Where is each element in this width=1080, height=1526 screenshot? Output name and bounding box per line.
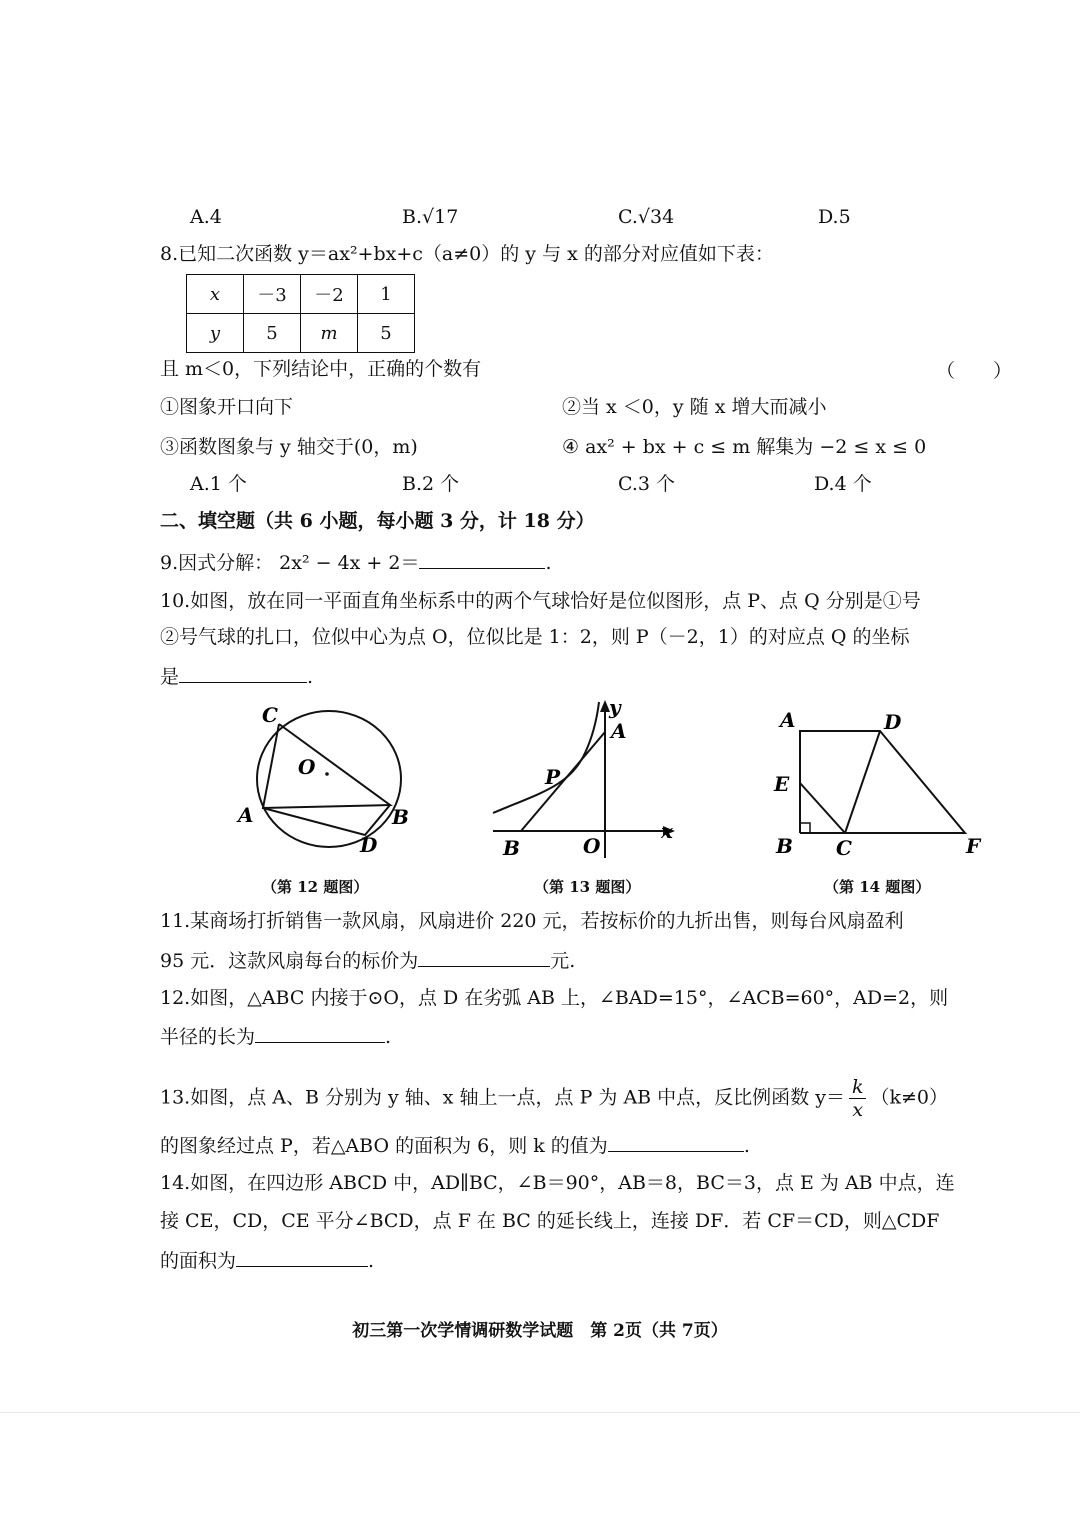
label-d: D	[884, 710, 902, 734]
table-cell: x	[187, 275, 244, 314]
label-a: A	[611, 719, 627, 743]
q8-statement-4: ④ ax² + bx + c ≤ m 解集为 −2 ≤ x ≤ 0	[562, 436, 927, 458]
q14-end: .	[368, 1250, 375, 1272]
answer-blank[interactable]	[236, 1246, 368, 1267]
figure-13-graph	[485, 698, 685, 863]
fraction-numerator: k	[849, 1076, 867, 1099]
label-b: B	[776, 834, 793, 858]
table-cell: y	[187, 314, 244, 353]
q13-fraction	[849, 1076, 867, 1121]
label-x: x	[661, 819, 673, 843]
caption-fig14: （第 14 题图）	[824, 878, 931, 896]
segment-ab	[521, 732, 605, 831]
right-angle-mark-b	[800, 823, 810, 833]
answer-blank[interactable]	[255, 1022, 385, 1043]
answer-blank[interactable]	[418, 946, 550, 967]
q13-line2-text: 的图象经过点 P，若△ABO 的面积为 6，则 k 的值为	[160, 1135, 608, 1157]
label-b: B	[503, 836, 520, 860]
q14-line1: 14.如图，在四边形 ABCD 中，AD∥BC，∠B＝90°，AB＝8，BC＝3，点 E 为 AB 中点，连	[160, 1172, 955, 1194]
table-row-y	[187, 314, 415, 353]
label-o: O	[583, 834, 601, 858]
q14-line3	[160, 1246, 1008, 1274]
caption-fig13: （第 13 题图）	[534, 878, 641, 896]
q8-statement-3: ③函数图象与 y 轴交于(0，m)	[160, 436, 418, 458]
q7-option-c: C.√34	[618, 206, 675, 228]
q13-line1	[160, 1076, 1008, 1121]
q13-line1a: 13.如图，点 A、B 分别为 y 轴、x 轴上一点，点 P 为 AB 中点，反比例函数 y＝	[160, 1086, 845, 1109]
q12-line1: 12.如图，△ABC 内接于⊙O，点 D 在劣弧 AB 上，∠BAD=15°，∠ACB=60°，AD=2，则	[160, 987, 949, 1009]
outline-abfd	[800, 731, 965, 833]
q11-end: 元.	[550, 950, 576, 972]
q8-value-table	[186, 274, 415, 353]
label-p: P	[545, 765, 561, 789]
q8-option-d: D.4 个	[814, 473, 872, 495]
fraction-denominator: x	[852, 1099, 864, 1121]
q9-end: .	[545, 552, 552, 574]
label-c: C	[836, 836, 852, 860]
label-y: y	[609, 698, 621, 719]
label-d: D	[360, 833, 378, 857]
q13-line2	[160, 1131, 1008, 1159]
label-a: A	[238, 803, 254, 827]
q11-line2-text: 95 元．这款风扇每台的标价为	[160, 950, 419, 972]
answer-blank[interactable]	[608, 1131, 744, 1152]
label-b: B	[392, 805, 409, 829]
figure-12-circle	[230, 700, 430, 865]
label-c: C	[262, 703, 278, 727]
answer-blank[interactable]	[179, 662, 307, 683]
q10-line1: 10.如图，放在同一平面直角坐标系中的两个气球恰好是位似图形，点 P、点 Q 分别是①号	[160, 590, 921, 612]
center-point-o	[325, 772, 329, 776]
table-cell: m	[301, 314, 358, 353]
q13-end: .	[743, 1135, 750, 1157]
q12-line2-text: 半径的长为	[160, 1026, 256, 1048]
caption-fig12: （第 12 题图）	[262, 878, 369, 896]
table-cell: 5	[358, 314, 415, 353]
q7-option-d: D.5	[818, 206, 851, 228]
q8-stem: 8.已知二次函数 y＝ax²+bx+c（a≠0）的 y 与 x 的部分对应值如下表：	[160, 243, 774, 265]
segment-ce	[800, 783, 845, 833]
table-row-x	[187, 275, 415, 314]
q14-line2: 接 CE，CD，CE 平分∠BCD，点 F 在 BC 的延长线上，连接 DF．若 CF＝CD，则△CDF	[160, 1210, 940, 1232]
figure-14-quadrilateral	[770, 705, 990, 865]
q7-option-a: A.4	[190, 206, 222, 228]
q7-option-b: B.√17	[402, 206, 459, 228]
q10-line3	[160, 662, 1008, 690]
q8-condition: 且 m＜0，下列结论中，正确的个数有	[160, 358, 482, 380]
table-cell: 5	[244, 314, 301, 353]
table-cell: －2	[301, 275, 358, 314]
label-e: E	[774, 772, 790, 796]
q8-answer-paren: （ ）	[936, 360, 1013, 382]
label-o: O	[298, 755, 316, 779]
page-edge-divider	[0, 1412, 1080, 1413]
q12-line2	[160, 1022, 1008, 1050]
segment-cd	[845, 731, 880, 833]
q13-line1b: （k≠0）	[870, 1086, 948, 1109]
table-cell: 1	[358, 275, 415, 314]
q8-statement-2: ②当 x ＜0，y 随 x 增大而减小	[562, 396, 827, 418]
q8-option-b: B.2 个	[402, 473, 460, 495]
table-cell: －3	[244, 275, 301, 314]
q14-line3-text: 的面积为	[160, 1250, 237, 1272]
q11-line1: 11.某商场打折销售一款风扇，风扇进价 220 元，若按标价的九折出售，则每台风扇盈利	[160, 910, 904, 932]
q10-line3-text: 是	[160, 666, 180, 688]
section-title: 二、填空题（共 6 小题，每小题 3 分，计 18 分）	[160, 510, 595, 532]
q10-end: .	[307, 666, 314, 688]
page-footer: 初三第一次学情调研数学试题 第 2页（共 7页）	[352, 1321, 728, 1341]
q9-text: 9.因式分解： 2x² − 4x + 2＝	[160, 552, 420, 574]
label-f: F	[966, 834, 981, 858]
q8-option-c: C.3 个	[618, 473, 676, 495]
answer-blank[interactable]	[419, 548, 545, 569]
q8-option-a: A.1 个	[190, 473, 247, 495]
q11-line2	[160, 946, 1008, 974]
triangle-abc	[263, 724, 390, 808]
label-a: A	[780, 708, 796, 732]
q8-statement-1: ①图象开口向下	[160, 396, 294, 418]
q9	[160, 548, 1008, 576]
q10-line2: ②号气球的扎口，位似中心为点 O，位似比是 1：2，则 P（－2，1）的对应点 Q 的坐标	[160, 626, 910, 648]
q12-end: .	[385, 1026, 392, 1048]
